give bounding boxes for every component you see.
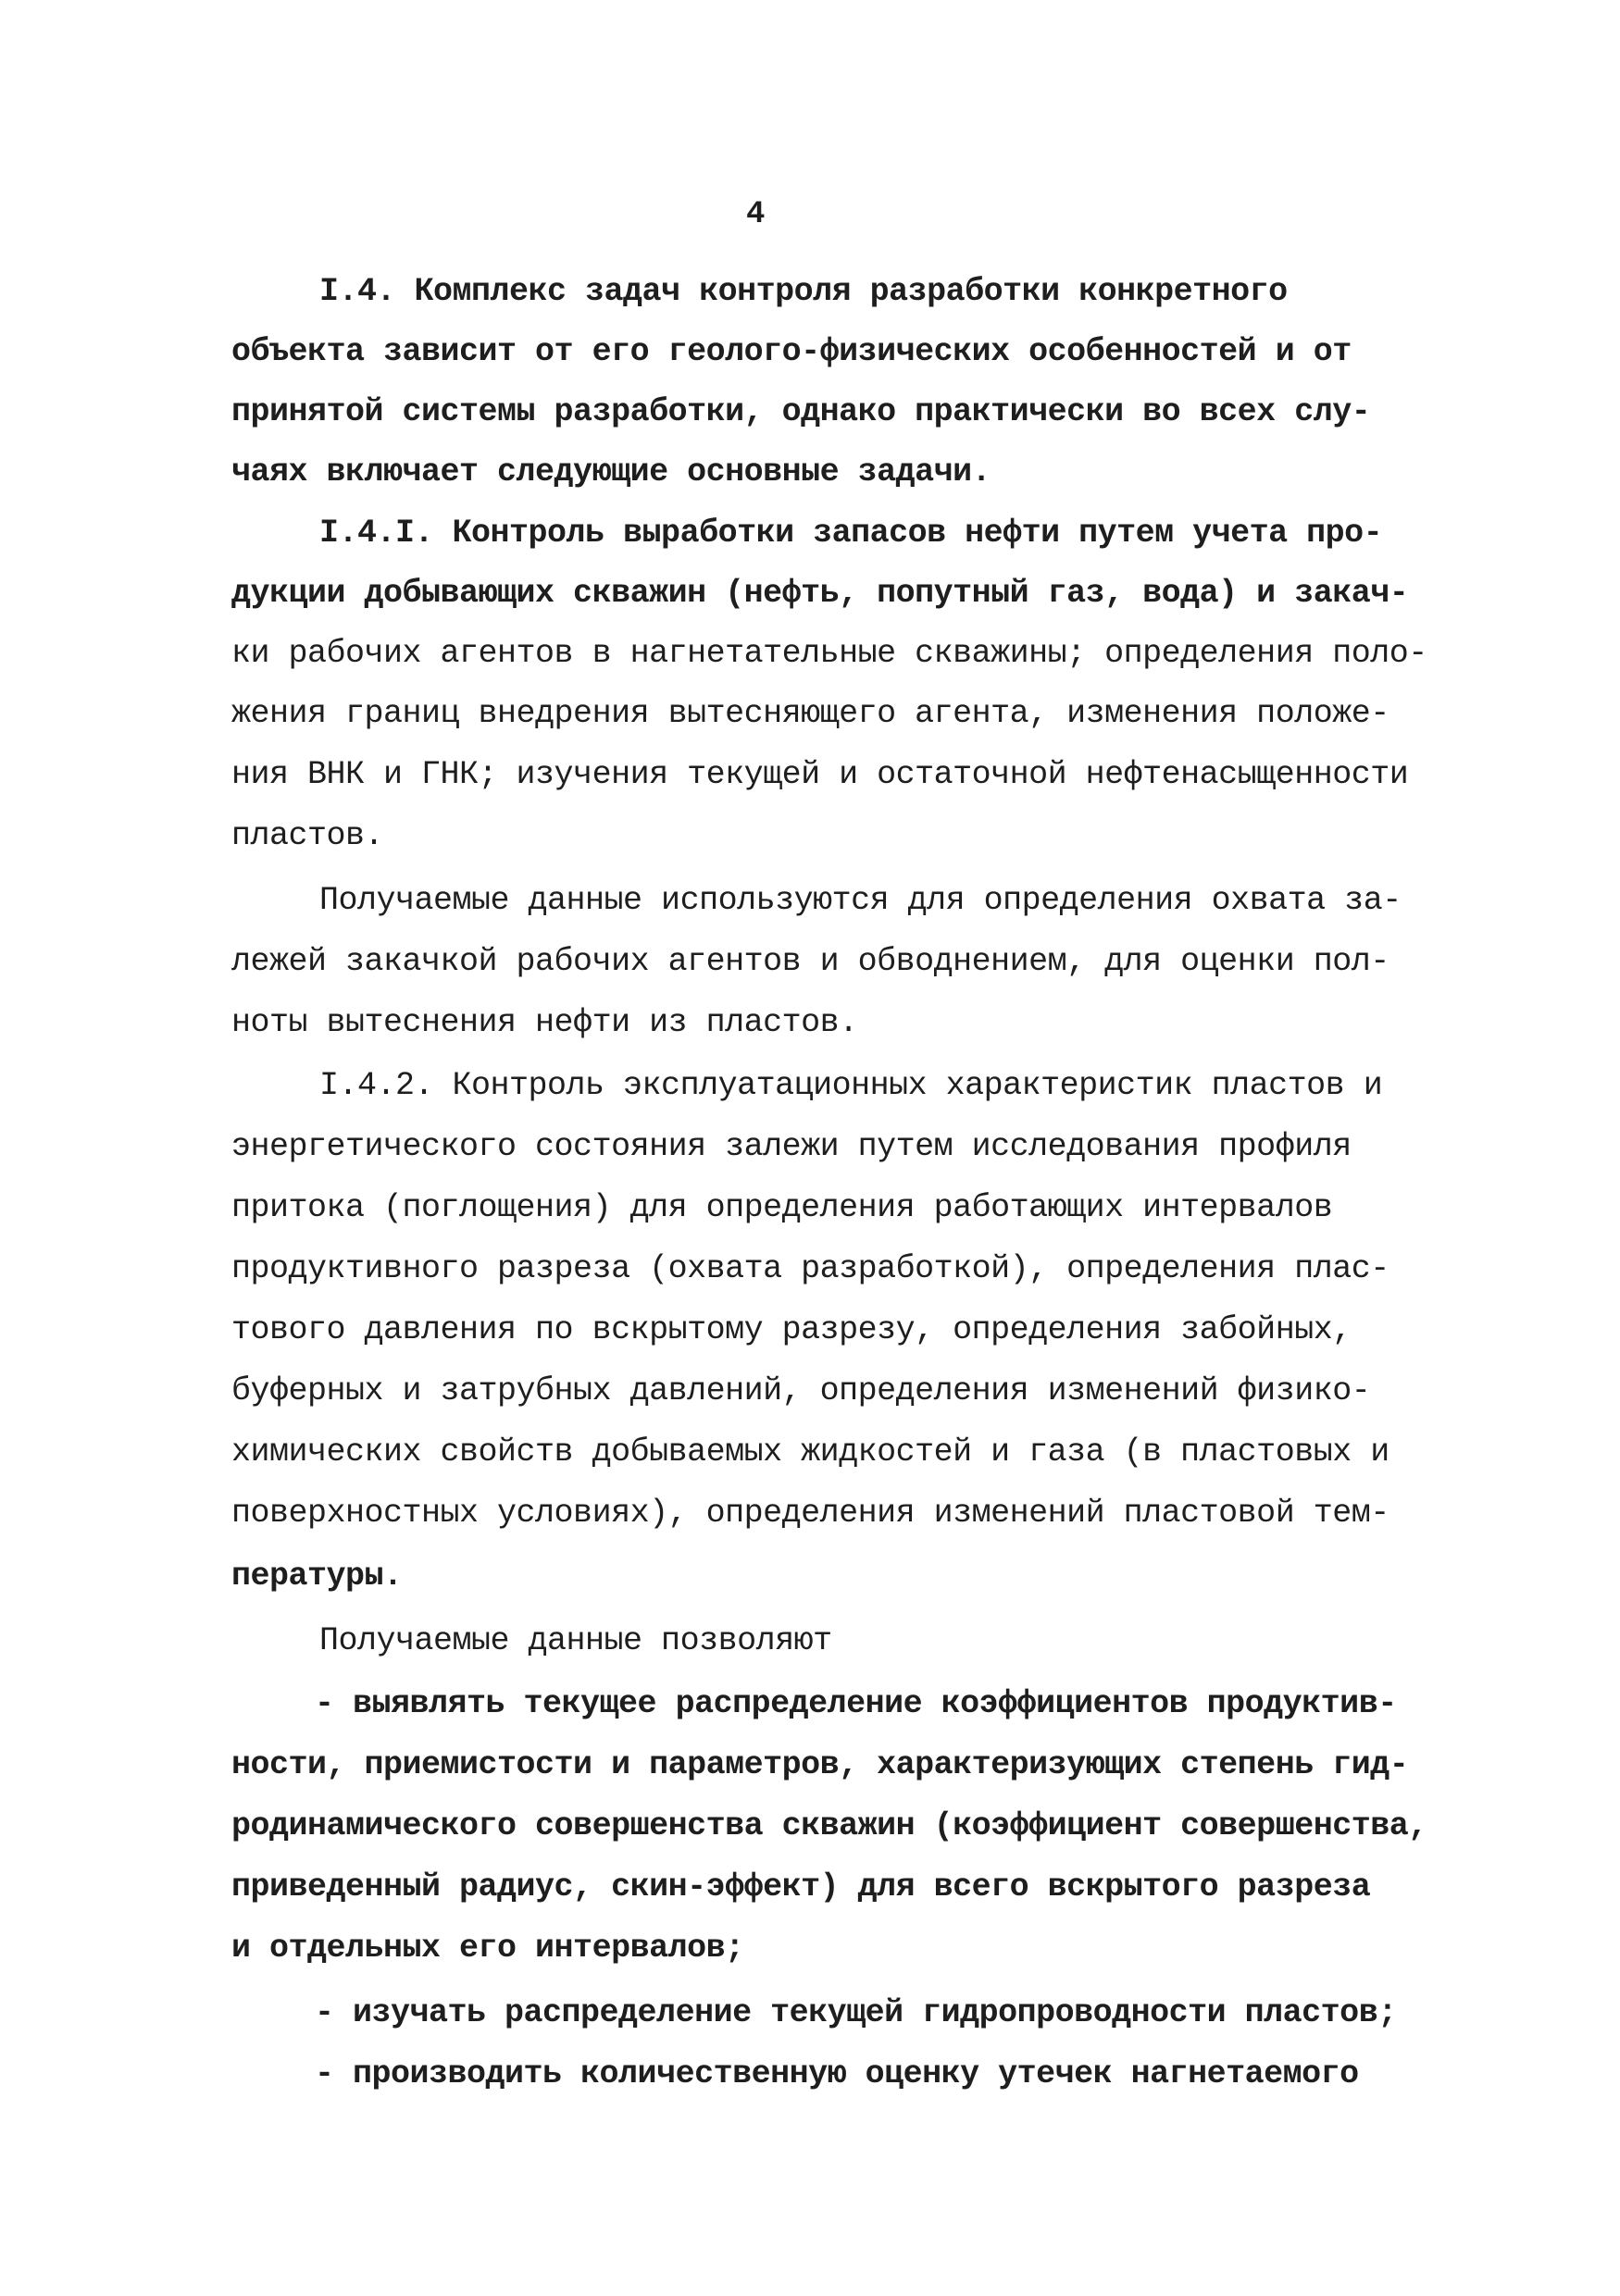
text-line: - производить количественную оценку утечек нагнетаемого xyxy=(315,2055,1359,2092)
text-line: ности, приемистости и параметров, характеризующих степень гид- xyxy=(231,1746,1409,1783)
text-line: буферных и затрубных давлений, определения изменений физико- xyxy=(231,1372,1371,1409)
text-line: ния ВНК и ГНК; изучения текущей и остаточной нефтенасыщенности xyxy=(231,756,1409,793)
text-line: I.4.2. Контроль эксплуатационных характеристик пластов и xyxy=(319,1067,1383,1104)
text-line: пластов. xyxy=(231,817,384,854)
text-line: продуктивного разреза (охвата разработкой), определения плас- xyxy=(231,1250,1389,1287)
text-line: принятой системы разработки, однако практически во всех слу- xyxy=(231,393,1371,430)
text-line: чаях включает следующие основные задачи. xyxy=(231,453,991,490)
text-line: Получаемые данные позволяют xyxy=(319,1622,832,1659)
text-line: объекта зависит от его геолого-физических особенностей и от xyxy=(231,333,1352,370)
text-line: жения границ внедрения вытесняющего агента, изменения положе- xyxy=(231,695,1389,732)
text-line: химических свойств добываемых жидкостей и газа (в пластовых и xyxy=(231,1433,1389,1471)
text-line: родинамического совершенства скважин (коэффициент совершенства, xyxy=(231,1807,1427,1844)
text-line: ноты вытеснения нефти из пластов. xyxy=(231,1004,858,1041)
text-line: Получаемые данные используются для определения охвата за- xyxy=(319,882,1402,919)
page-number: 4 xyxy=(746,197,766,232)
text-line: ки рабочих агентов в нагнетательные скважины; определения поло- xyxy=(231,635,1427,672)
text-line: дукции добывающих скважин (нефть, попутный газ, вода) и закач- xyxy=(231,575,1409,612)
text-line: лежей закачкой рабочих агентов и обводнением, для оценки пол- xyxy=(231,943,1389,980)
text-line: и отдельных его интервалов; xyxy=(231,1930,744,1967)
text-line: энергетического состояния залежи путем исследования профиля xyxy=(231,1128,1352,1165)
text-line: тового давления по вскрытому разрезу, определения забойных, xyxy=(231,1311,1352,1348)
text-line: - выявлять текущее распределение коэффициентов продуктив- xyxy=(315,1685,1397,1722)
text-line: притока (поглощения) для определения работающих интервалов xyxy=(231,1189,1333,1226)
text-line: приведенный радиус, скин-эффект) для всего вскрытого разреза xyxy=(231,1868,1371,1905)
text-line: I.4.I. Контроль выработки запасов нефти путем учета про- xyxy=(319,515,1383,552)
text-line: пературы. xyxy=(231,1558,403,1595)
text-line: - изучать распределение текущей гидропроводности пластов; xyxy=(315,1994,1397,2031)
text-line: поверхностных условиях), определения изменений пластовой тем- xyxy=(231,1495,1389,1532)
text-line: I.4. Комплекс задач контроля разработки конкретного xyxy=(319,273,1288,310)
